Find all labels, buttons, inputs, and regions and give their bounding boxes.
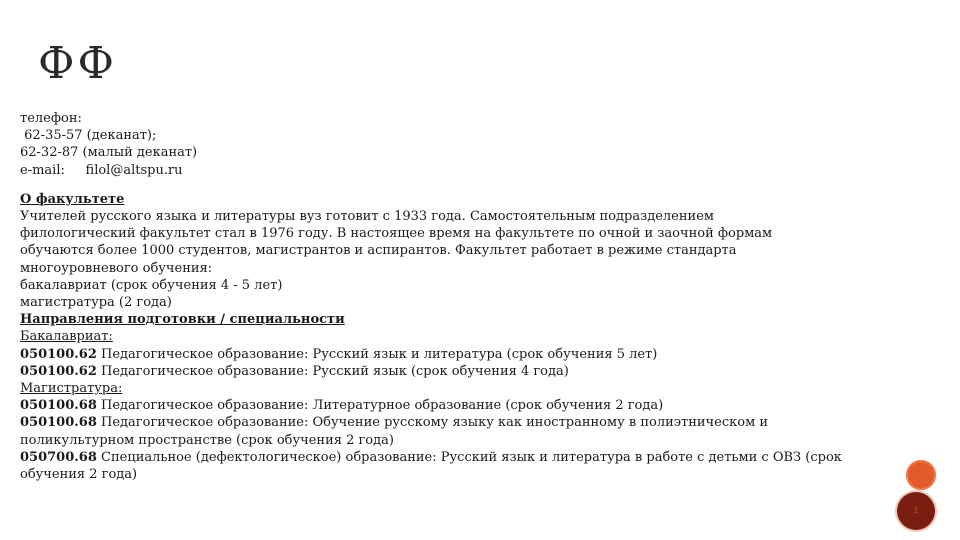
about-line: бакалавриат (срок обучения 4 - 5 лет) <box>20 277 283 293</box>
about-line: обучаются более 1000 студентов, магистрантов и аспирантов. Факультет работает в режиме стандарта <box>20 243 737 259</box>
page-number: 1 <box>913 506 919 516</box>
bachelor-label: Бакалавриат: <box>20 329 113 345</box>
about-line: магистратура (2 года) <box>20 295 172 311</box>
slide-title: ФФ <box>38 38 118 89</box>
program-item <box>20 397 850 414</box>
about-section <box>20 191 850 311</box>
decorative-circle-orange <box>906 460 936 490</box>
program-item <box>20 414 850 448</box>
program-text: Педагогическое образование: Литературное образование (срок обучения 2 года) <box>96 398 664 414</box>
program-code: 050100.68 <box>20 415 97 431</box>
program-text: Специальное (дефектологическое) образование: Русский язык и литература в работе с детьми с ОВЗ (срок обучения 2 года) <box>20 449 842 483</box>
directions-section <box>20 311 850 483</box>
program-code: 050100.68 <box>20 398 97 414</box>
phone-dean: 62-35-57 (деканат); <box>20 128 157 144</box>
program-item <box>20 346 850 363</box>
phone-label: телефон: <box>20 111 82 126</box>
directions-heading: Направления подготовки / специальности <box>20 312 345 328</box>
about-line: Учителей русского языка и литературы вуз готовит с 1933 года. Самостоятельным подразделением <box>20 209 715 225</box>
master-label: Магистратура: <box>20 381 123 397</box>
contacts-block <box>20 110 850 179</box>
main-content <box>20 110 850 483</box>
email-line: e-mail: filol@altspu.ru <box>20 162 183 178</box>
program-item <box>20 363 850 380</box>
program-text: Педагогическое образование: Русский язык и литература (срок обучения 5 лет) <box>96 346 658 362</box>
about-line: филологический факультет стал в 1976 году. В настоящее время на факультете по очной и заочной формам <box>20 226 773 242</box>
program-text: Педагогическое образование: Русский язык (срок обучения 4 года) <box>96 363 569 379</box>
page-number-badge <box>897 492 935 530</box>
program-code: 050100.62 <box>20 363 97 379</box>
program-code: 050100.62 <box>20 346 97 362</box>
program-text: Педагогическое образование: Обучение русскому языку как иностранному в полиэтническом и поликультурном пространстве (срок обучения 2 года) <box>20 415 768 448</box>
about-heading: О факультете <box>20 191 125 207</box>
phone-small-dean: 62-32-87 (малый деканат) <box>20 145 198 161</box>
about-line: многоуровневого обучения: <box>20 260 213 276</box>
program-code: 050700.68 <box>20 449 97 465</box>
program-item <box>20 449 850 483</box>
